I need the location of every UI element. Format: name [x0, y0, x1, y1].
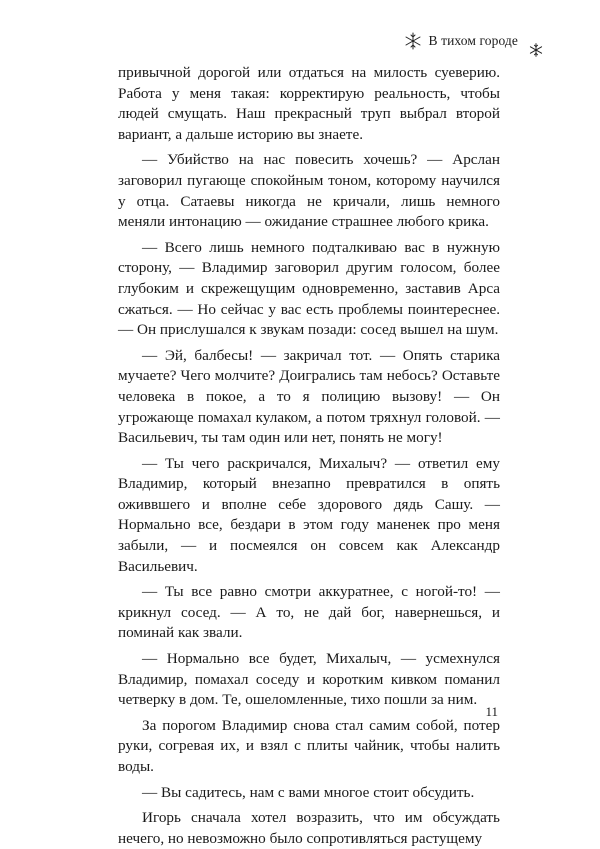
paragraph: — Эй, балбесы! — закричал тот. — Опять старика мучаете? Чего молчите? Доигрались там небось? Оставьте человека в покое, а то я полицию вызову! — Он угрожающе помахал кулаком, а потом тряхнул головой. — Васильевич, ты там один или нет, понять не могу! — [118, 346, 500, 447]
paragraph: — Убийство на нас повесить хочешь? — Арслан заговорил пугающе спокойным тоном, которому научился у отца. Сатаевы никогда не кричали, лишь немного меняли интонацию — ожидание страшнее любого крика. — [118, 151, 500, 231]
paragraph: — Вы садитесь, нам с вами многое стоит обсудить. — [142, 783, 475, 801]
snowflake-icon — [403, 31, 423, 51]
paragraph: — Всего лишь немного подталкиваю вас в нужную сторону, — Владимир заговорил другим голосом, более глубоким и скрежещущим одновременно, заставив Арса сжаться. — Но сейчас у вас есть проблемы поинтереснее. — Он прислушался к звукам позади: сосед вышел на шум. — [118, 238, 500, 339]
paragraph: — Нормально все будет, Михалыч, — усмехнулся Владимир, помахал соседу и коротким кивком поманил четверку в дом. Те, ошеломленные, тихо пошли за ним. — [118, 650, 500, 709]
running-title: В тихом городе — [428, 33, 518, 48]
paragraph: привычной дорогой или отдаться на милость суеверию. Работа у меня такая: корректирую реальность, чтобы людей смущать. Наш прекрасный труп выбрал второй вариант, а дальше историю вы знаете. — [118, 64, 500, 143]
paragraph: — Ты чего раскричался, Михалыч? — ответил ему Владимир, который внезапно превратился в опять оживвшего и вполне себе здорового дядь Сашу. — Нормально все, бездари в этом году маненек про меня забыли, — и посмеялся он совсем как Александр Васильевич. — [118, 454, 500, 575]
body-text — [118, 63, 500, 849]
paragraph: Игорь сначала хотел возразить, что им обсуждать нечего, но невозможно было сопротивляться растущему — [118, 809, 500, 847]
paragraph: За порогом Владимир снова стал самим собой, потер руки, согревая их, и взял с плиты чайник, чтобы налить воды. — [118, 716, 500, 775]
paragraph: — Ты все равно смотри аккуратнее, с ногой-то! — крикнул сосед. — А то, не дай бог, навернешься, и поминай как звали. — [118, 583, 500, 642]
snowflake-icon — [528, 42, 544, 58]
running-header — [403, 30, 518, 52]
page-number: 11 — [485, 704, 498, 719]
